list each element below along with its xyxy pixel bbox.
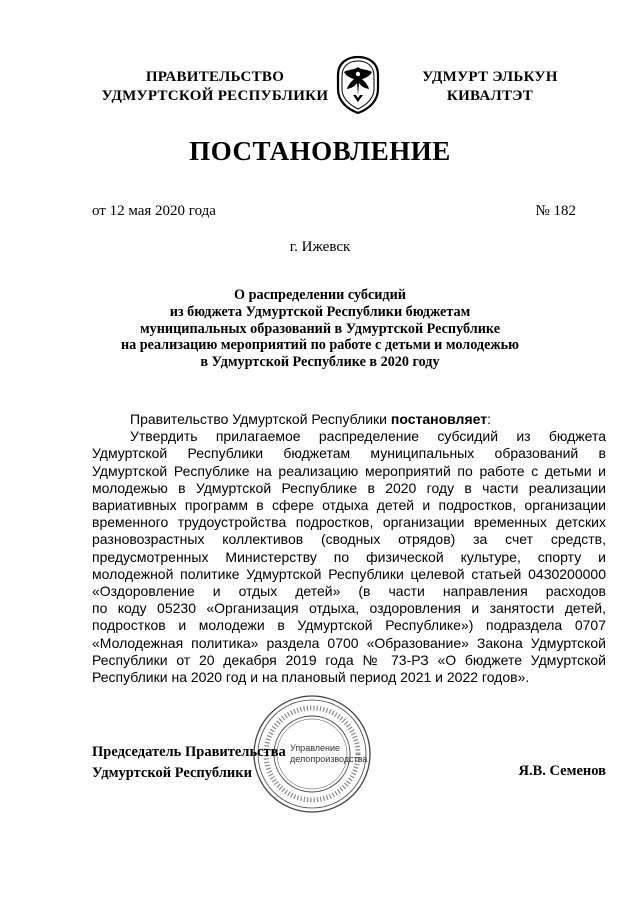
body-line: Удмуртской Республики бюджетам муниципальных образований в (92, 445, 606, 462)
body-intro: Правительство Удмуртской Республики (130, 411, 391, 427)
signatory-position-line: Председатель Правительства (92, 744, 286, 760)
document-title: ПОСТАНОВЛЕНИЕ (189, 136, 451, 166)
body-line: по коду 05230 «Организация отдыха, оздоровления и занятости детей, (92, 600, 606, 617)
subject-line: из бюджета Удмуртской Республики бюджетам (169, 303, 471, 320)
body-line: Республики на 2020 год и на плановый период 2021 и 2022 годов». (92, 669, 530, 686)
header-udm-line-1: УДМУРТ ЭЛЬКУН (422, 69, 558, 85)
body-line: Утвердить прилагаемое распределение субсидий из бюджета (130, 428, 606, 445)
body-intro-bold: постановляет (390, 411, 488, 427)
subject-line: О распределении субсидий (234, 287, 406, 303)
header-udm-line-2: КИВАЛТЭТ (446, 88, 534, 104)
document-number: № 182 (535, 203, 576, 219)
header-udm (410, 68, 570, 106)
header-ru (95, 68, 335, 106)
signatory-position-line: Удмуртской Республики (92, 765, 252, 781)
body-line: подростков и молодежи в Удмуртской Республике») подраздела 0707 (92, 617, 606, 634)
body-line: Удмуртской Республике на реализацию мероприятий по работе с детьми и (92, 462, 606, 479)
body-line: временного трудоустройства подростков, организации временных детских (92, 514, 606, 531)
body-intro-end: : (487, 411, 491, 427)
subject-line: в Удмуртской Республике в 2020 году (200, 354, 440, 371)
document-date: от 12 мая 2020 года (92, 203, 216, 219)
subject-line: на реализацию мероприятий по работе с детьми и молодежью (120, 337, 520, 354)
body-line: «Молодежная политика» раздела 0700 «Образование» Закона Удмуртской (92, 634, 606, 651)
stamp-text-line: делопроизводства (290, 754, 368, 764)
document-body (92, 411, 606, 686)
document-subject (80, 287, 560, 371)
header-ru-line-2: УДМУРТСКОЙ РЕСПУБЛИКИ (101, 88, 329, 104)
body-line: Республики от 20 декабря 2019 года № 73-РЗ «О бюджете Удмуртской (92, 651, 606, 668)
body-line: разновозрастных коллективов (сводных отрядов) за счет средств, (92, 531, 606, 548)
body-line: молодежной политике Удмуртской Республики целевой статьей 0430200000 (92, 565, 606, 582)
subject-line: муниципальных образований в Удмуртской Республике (139, 320, 500, 337)
document-city: г. Ижевск (289, 239, 351, 255)
stamp-text (290, 743, 367, 765)
body-line: «Оздоровление и отдых детей» (в части направления расходов (92, 583, 606, 600)
body-intro-line (92, 411, 606, 428)
body-line: вариативных программ в сфере отдыха детей и подростков, организации (92, 497, 606, 514)
udmurtia-emblem-icon (335, 55, 381, 115)
header-ru-line-1: ПРАВИТЕЛЬСТВО (145, 69, 285, 85)
body-line: молодежью в Удмуртской Республике в 2020 году в части реализации (92, 479, 606, 496)
signatory-position (92, 742, 286, 784)
signatory-name: Я.В. Семенов (518, 763, 606, 779)
body-line: предусмотренных Министерству по физической культуре, спорту и (92, 548, 606, 565)
stamp-text-line: Управление (290, 743, 341, 753)
